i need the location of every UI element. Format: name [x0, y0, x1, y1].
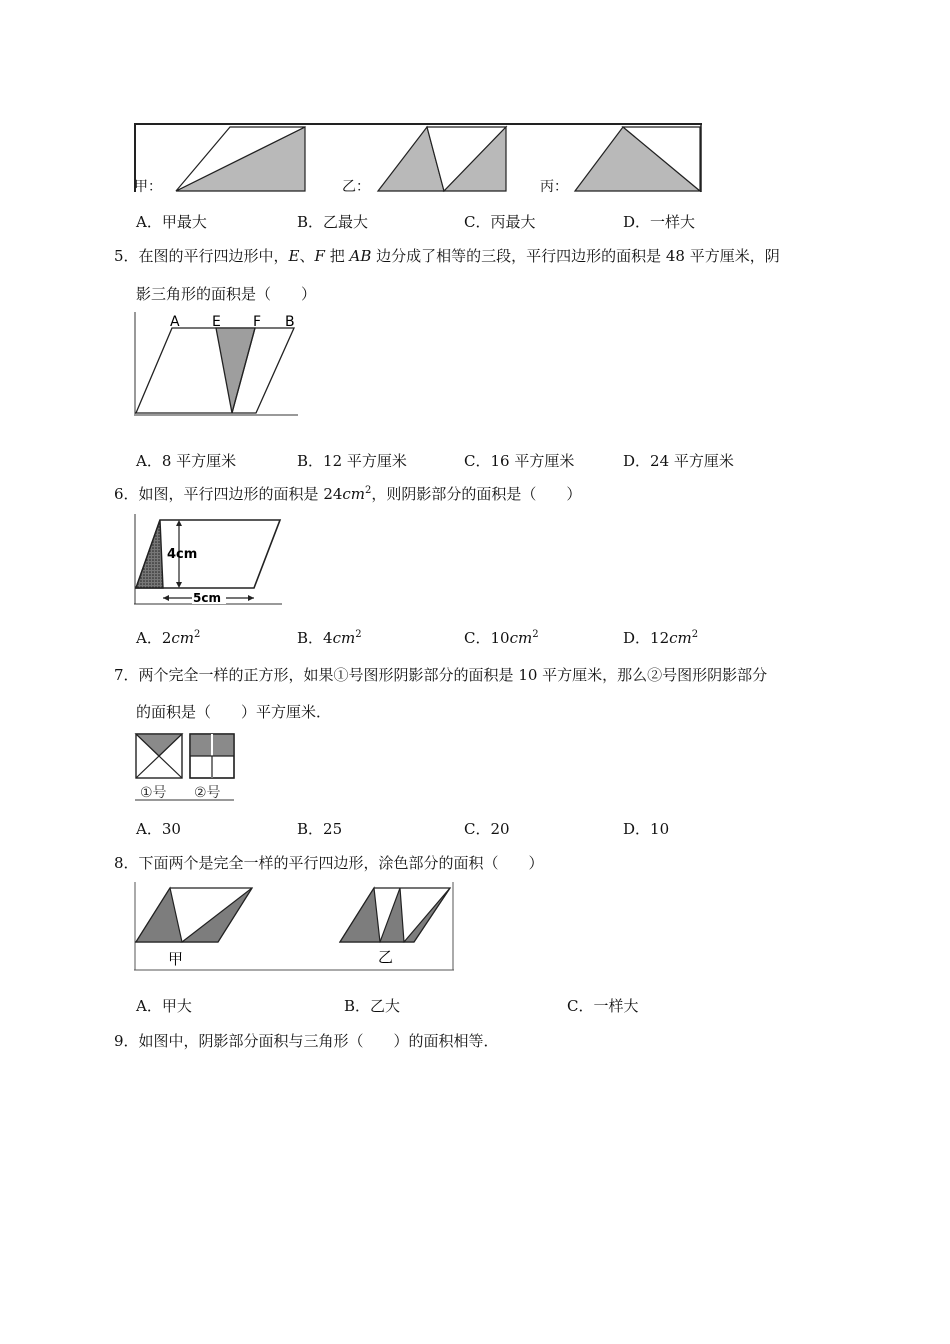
q5-label-b: B: [285, 314, 295, 330]
q8-label-jia: 甲: [168, 950, 184, 968]
q8-option-a[interactable]: A．甲大: [136, 997, 192, 1015]
q7-square-2: [190, 734, 234, 778]
q8-figure: [134, 882, 456, 972]
q6-figure: [134, 514, 282, 606]
q4-option-d[interactable]: D．一样大: [623, 213, 696, 231]
q5-label-f: F: [253, 314, 262, 330]
q6-option-a[interactable]: A．$2cm^2$: [136, 629, 201, 647]
q4-option-b[interactable]: B．乙最大: [297, 213, 369, 231]
q5-label-e: E: [212, 314, 221, 330]
q8-label-yi: 乙: [378, 948, 394, 966]
q7-option-b[interactable]: B．25: [297, 820, 343, 838]
q8-option-b[interactable]: B．乙大: [344, 997, 401, 1015]
q5-label-a: A: [170, 314, 180, 330]
q4-option-c[interactable]: C．丙最大: [464, 213, 536, 231]
q5-option-b[interactable]: B．12 平方厘米: [297, 452, 407, 470]
q6-label-base: 5cm: [193, 591, 221, 605]
q7-option-c[interactable]: C．20: [464, 820, 510, 838]
q7-option-d[interactable]: D．10: [623, 820, 670, 838]
q6-option-d[interactable]: D．$12cm^2$: [623, 629, 699, 647]
q4-figure: [134, 122, 702, 196]
q5-option-d[interactable]: D．24 平方厘米: [623, 452, 734, 470]
q8-option-c[interactable]: C．一样大: [567, 997, 639, 1015]
q5-option-c[interactable]: C．16 平方厘米: [464, 452, 575, 470]
q5-text-line1: 5．在图的平行四边形中，E、F 把 AB 边分成了相等的三段，平行四边形的面积是 48 平方厘米，阴: [114, 247, 780, 265]
q4-option-a[interactable]: A．甲最大: [136, 213, 207, 231]
q5-figure: [134, 312, 298, 416]
q6-label-height: 4cm: [167, 547, 198, 562]
q8-shape-yi: [340, 888, 450, 942]
q4-label-bing: 丙：: [540, 179, 568, 195]
q9-text: 9．如图中，阴影部分面积与三角形（ ）的面积相等．: [114, 1032, 499, 1050]
q7-option-a[interactable]: A．30: [136, 820, 181, 838]
q6-option-c[interactable]: C．$10cm^2$: [464, 629, 539, 647]
q5-option-a[interactable]: A．8 平方厘米: [136, 452, 237, 470]
q7-square-1: [136, 734, 182, 778]
q4-label-yi: 乙：: [342, 179, 370, 195]
q7-label-1: ①号: [140, 785, 167, 801]
q6-option-b[interactable]: B．$4cm^2$: [297, 629, 362, 647]
q7-label-2: ②号: [194, 785, 221, 801]
q4-shape-yi: [378, 127, 506, 191]
q4-shape-bing: [575, 127, 700, 191]
q7-text-line2: 的面积是（ ）平方厘米．: [136, 703, 332, 721]
q4-label-jia: 甲：: [134, 179, 162, 195]
q6-text: 6．如图，平行四边形的面积是 $24cm^2$，则阴影部分的面积是（ ）: [114, 485, 582, 503]
q8-text: 8．下面两个是完全一样的平行四边形，涂色部分的面积（ ）: [114, 854, 544, 872]
q4-shape-jia: [176, 127, 305, 191]
q7-figure: [134, 732, 236, 802]
q8-shape-jia: [136, 888, 252, 942]
q7-text-line1: 7．两个完全一样的正方形，如果①号图形阴影部分的面积是 10 平方厘米，那么②号图形阴影部分: [114, 666, 768, 684]
q5-text-line2: 影三角形的面积是（ ）: [136, 285, 317, 303]
